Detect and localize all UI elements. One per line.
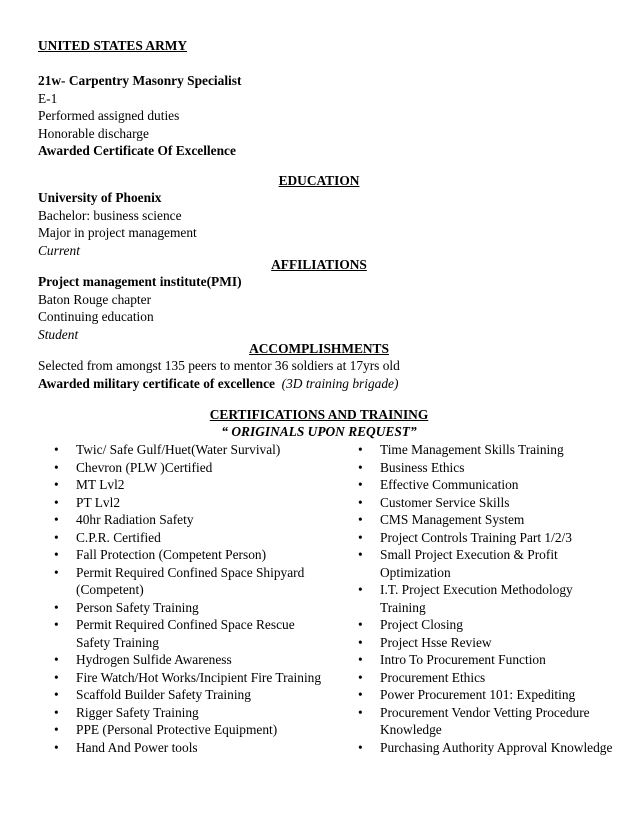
certification-item (358, 441, 620, 459)
certification-label: Intro To Procurement Function (380, 652, 546, 667)
bullet-icon: • (358, 547, 363, 562)
bullet-icon: • (54, 652, 59, 667)
affiliations-status: Student (38, 326, 79, 342)
certification-item (358, 651, 620, 669)
certification-label: MT Lvl2 (76, 477, 125, 492)
certification-label: Hand And Power tools (76, 739, 198, 755)
affiliations-section (38, 273, 242, 343)
education-school: University of Phoenix (38, 190, 162, 205)
certification-label: Chevron (PLW )Certified (76, 459, 213, 475)
bullet-icon: • (54, 617, 59, 632)
army-section (38, 37, 241, 160)
bullet-icon: • (358, 652, 363, 667)
bullet-icon: • (358, 442, 363, 457)
accomplishments-heading: ACCOMPLISHMENTS (249, 341, 389, 356)
certification-item (54, 494, 324, 512)
certification-item (54, 511, 324, 529)
affiliations-chapter: Baton Rouge chapter (38, 291, 152, 307)
bullet-icon: • (358, 739, 363, 755)
certification-label: Procurement Ethics (380, 669, 486, 685)
certification-item (54, 721, 324, 739)
affiliations-continuing: Continuing education (38, 309, 154, 324)
certification-label: Purchasing Authority Approval Knowledge (380, 739, 613, 755)
certification-item (54, 739, 324, 757)
accomplishment-award-source: (3D training brigade) (281, 375, 399, 391)
education-degree: Bachelor: business science (38, 207, 182, 223)
certification-item (54, 476, 324, 494)
certification-label: Project Hsse Review (380, 634, 492, 650)
affiliations-org: Project management institute(PMI) (38, 274, 242, 289)
bullet-icon: • (358, 582, 363, 597)
bullet-icon: • (54, 739, 59, 755)
certification-label: Power Procurement 101: Expediting (380, 687, 576, 702)
certification-label: Person Safety Training (76, 599, 199, 615)
accomplishment-award (38, 375, 400, 393)
certification-item (54, 599, 324, 617)
bullet-icon: • (358, 477, 363, 492)
certification-item (54, 686, 324, 704)
bullet-icon: • (54, 704, 59, 720)
bullet-icon: • (358, 459, 363, 475)
education-heading: EDUCATION (278, 173, 360, 188)
certification-label: Time Management Skills Training (380, 442, 564, 457)
certification-label: Fall Protection (Competent Person) (76, 547, 267, 562)
certification-label: Effective Communication (380, 477, 519, 492)
certification-label: 40hr Radiation Safety (76, 512, 194, 527)
army-title: UNITED STATES ARMY (38, 38, 188, 53)
certification-item (358, 669, 620, 687)
certification-label: I.T. Project Execution Methodology Training (380, 582, 573, 615)
bullet-icon: • (54, 512, 59, 527)
certification-label: C.P.R. Certified (76, 529, 161, 545)
certification-label: Procurement Vendor Vetting Procedure Knowledge (380, 704, 590, 737)
education-major: Major in project management (38, 225, 197, 240)
accomplishments-section (38, 357, 400, 392)
certification-item (54, 616, 324, 651)
bullet-icon: • (54, 564, 59, 580)
accomplishment-award-text: Awarded military certificate of excellence (38, 375, 275, 391)
accomplishment-mentor: Selected from amongst 135 peers to mentor 36 soldiers at 17yrs old (38, 358, 400, 373)
bullet-icon: • (358, 512, 363, 527)
certification-item (54, 546, 324, 564)
education-section (38, 189, 197, 259)
certification-label: Rigger Safety Training (76, 704, 199, 720)
certification-label: Customer Service Skills (380, 494, 510, 510)
certification-label: Scaffold Builder Safety Training (76, 687, 251, 702)
bullet-icon: • (358, 617, 363, 632)
certifications-heading: CERTIFICATIONS AND TRAINING (209, 407, 429, 422)
certification-item (54, 564, 324, 599)
certification-item (54, 669, 324, 687)
certification-label: Fire Watch/Hot Works/Incipient Fire Training (76, 669, 322, 685)
certification-item (358, 739, 620, 757)
certification-item (54, 441, 324, 459)
affiliations-heading: AFFILIATIONS (271, 257, 367, 272)
army-rank: E-1 (38, 90, 58, 106)
certification-label: Hydrogen Sulfide Awareness (76, 652, 232, 667)
certification-item (358, 616, 620, 634)
bullet-icon: • (54, 477, 59, 492)
army-award: Awarded Certificate Of Excellence (38, 143, 236, 158)
education-status: Current (38, 242, 80, 258)
certifications-subheading: “ ORIGINALS UPON REQUEST” (221, 424, 417, 439)
bullet-icon: • (54, 722, 59, 737)
bullet-icon: • (358, 529, 363, 545)
army-role: 21w- Carpentry Masonry Specialist (38, 73, 242, 88)
bullet-icon: • (54, 459, 59, 475)
bullet-icon: • (54, 669, 59, 685)
certifications-right-list (358, 441, 620, 756)
certification-item (358, 494, 620, 512)
certification-item (358, 511, 620, 529)
bullet-icon: • (358, 669, 363, 685)
bullet-icon: • (54, 442, 59, 457)
certification-item (358, 686, 620, 704)
bullet-icon: • (54, 687, 59, 702)
bullet-icon: • (358, 494, 363, 510)
certification-item (358, 476, 620, 494)
certifications-left-list (54, 441, 324, 756)
bullet-icon: • (358, 634, 363, 650)
bullet-icon: • (358, 704, 363, 720)
certification-label: Permit Required Confined Space Rescue Safety Training (76, 617, 295, 650)
certification-item (54, 529, 324, 547)
certification-item (54, 651, 324, 669)
certification-label: Twic/ Safe Gulf/Huet(Water Survival) (76, 442, 281, 457)
certification-label: Small Project Execution & Profit Optimization (380, 547, 558, 580)
certification-item (358, 459, 620, 477)
army-discharge: Honorable discharge (38, 125, 149, 141)
certification-item (358, 581, 620, 616)
certification-label: PT Lvl2 (76, 494, 121, 510)
certification-item (358, 546, 620, 581)
certification-label: Permit Required Confined Space Shipyard (Competent) (76, 564, 305, 597)
certification-item (358, 704, 620, 739)
certification-item (54, 459, 324, 477)
certification-item (358, 529, 620, 547)
army-duties: Performed assigned duties (38, 108, 180, 123)
bullet-icon: • (358, 687, 363, 702)
bullet-icon: • (54, 547, 59, 562)
bullet-icon: • (54, 529, 59, 545)
certification-label: Project Closing (380, 617, 463, 632)
certification-item (358, 634, 620, 652)
certification-label: PPE (Personal Protective Equipment) (76, 722, 278, 737)
bullet-icon: • (54, 599, 59, 615)
bullet-icon: • (54, 494, 59, 510)
certification-label: Project Controls Training Part 1/2/3 (380, 529, 572, 545)
certification-label: CMS Management System (380, 512, 525, 527)
certification-label: Business Ethics (380, 459, 465, 475)
certification-item (54, 704, 324, 722)
